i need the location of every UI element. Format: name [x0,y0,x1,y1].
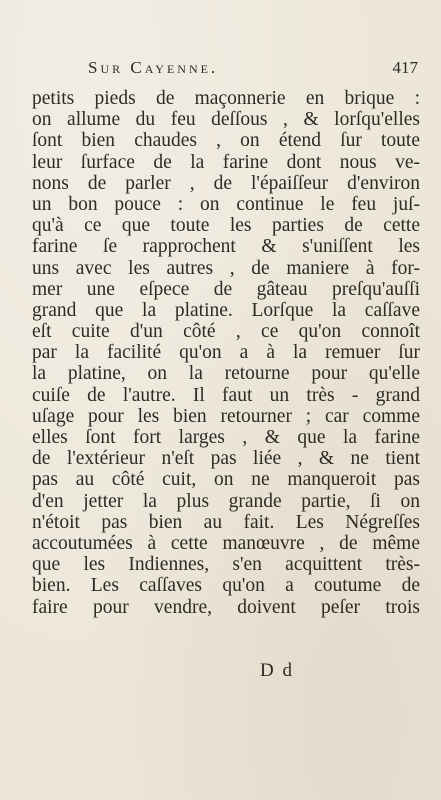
text-line: nons de parler , de l'épaiſſeur d'environ [32,172,420,194]
text-line: farine ſe rapprochent & s'uniſſent les [32,236,420,258]
running-head: Sur Cayenne. [88,58,219,77]
text-line: eſt cuite d'un côté , ce qu'on connoît [32,321,420,343]
text-line: par la facilité qu'on a à la remuer ſur [32,342,420,364]
text-line: faire pour vendre, doivent peſer trois [32,596,420,618]
text-line: grand que la platine. Lorſque la caſſave [32,299,420,321]
text-line: bien. Les caſſaves qu'on a coutume de [32,575,420,597]
body-text [32,88,420,618]
text-line: que les Indiennes, s'en acquittent très- [32,554,420,576]
page-header [32,58,420,82]
page-number: 417 [392,58,418,77]
text-line: uſage pour les bien retourner ; car comme [32,405,420,427]
text-line: pas au côté cuit, on ne manqueroit pas [32,469,420,491]
text-line: de l'extérieur n'eſt pas liée , & ne tient [32,448,420,470]
text-line: elles ſont fort larges , & que la farine [32,427,420,448]
text-line: petits pieds de maçonnerie en brique : [32,88,420,109]
text-line: la platine, on la retourne pour qu'elle [32,363,420,385]
text-line: mer une eſpece de gâteau preſqu'auſſi [32,278,420,300]
text-line: leur ſurface de la farine dont nous ve- [32,151,420,173]
text-line: on allume du feu deſſous , & lorſqu'elles [32,109,420,131]
text-line: ſont bien chaudes , on étend ſur toute [32,130,420,152]
text-line: uns avec les autres , de maniere à for- [32,257,420,279]
text-line: n'étoit pas bien au fait. Les Négreſſes [32,511,420,533]
text-line: cuiſe de l'autre. Il faut un très - grand [32,384,420,406]
text-line: d'en jetter la plus grande partie, ſi on [32,490,420,512]
text-line: accoutumées à cette manœuvre , de même [32,532,420,554]
text-line: qu'à ce que toute les parties de cette [32,215,420,237]
text-line: un bon pouce : on continue le feu juſ- [32,193,420,215]
signature-mark: D d [260,660,294,681]
